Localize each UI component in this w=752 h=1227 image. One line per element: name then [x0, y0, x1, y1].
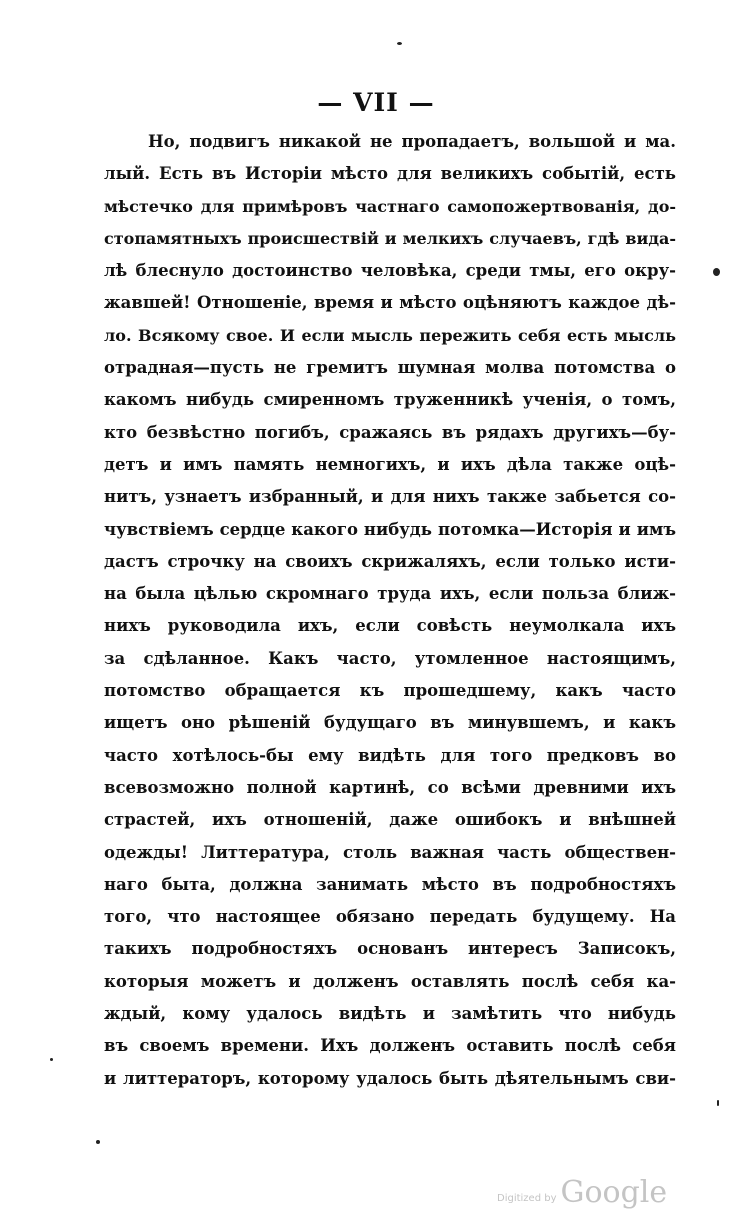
ink-speck: [397, 42, 402, 45]
watermark-prefix: Digitized by: [497, 1193, 557, 1204]
text-line: потомство обращается къ прошедшему, какъ часто: [104, 681, 676, 701]
text-line: детъ и имъ память немногихъ, и ихъ дѣла также оцѣ-: [104, 454, 676, 474]
text-line: которыя можетъ и долженъ оставлять послѣ себя ка-: [104, 971, 676, 991]
text-line: часто хотѣлось-бы ему видѣть для того предковъ во: [104, 745, 676, 765]
text-line: стопамятныхъ происшествій и мелкихъ случаевъ, гдѣ вида-: [104, 228, 676, 248]
text-line: того, что настоящее обязано передать будущему. На: [104, 907, 676, 927]
ink-speck: [717, 1100, 719, 1106]
text-line: кто безвѣстно погибъ, сражаясь въ рядахъ другихъ—бу-: [104, 422, 676, 442]
watermark-brand: Google: [560, 1175, 668, 1210]
text-line: какомъ нибудь смиренномъ труженникѣ ученія, о томъ,: [104, 390, 676, 410]
text-line: всевозможно полной картинѣ, со всѣми древними ихъ: [104, 777, 676, 797]
page-number: — VII —: [317, 88, 435, 117]
text-line: лѣ блеснуло достоинство человѣка, среди тмы, его окру-: [104, 261, 676, 281]
text-line: на была цѣлью скромнаго труда ихъ, если польза ближ-: [104, 584, 676, 604]
text-line: и литтераторъ, которому удалось быть дѣятельнымъ сви-: [104, 1068, 676, 1088]
text-line: лый. Есть въ Исторіи мѣсто для великихъ событій, есть: [104, 164, 676, 184]
ink-speck: [50, 1058, 53, 1061]
ink-speck: [713, 268, 720, 276]
text-line: дастъ строчку на своихъ скрижаляхъ, если только исти-: [104, 551, 676, 571]
text-line: жавшей! Отношеніе, время и мѣсто оцѣняютъ каждое дѣ-: [104, 293, 676, 313]
text-line: отрадная—пусть не гремитъ шумная молва потомства о: [104, 358, 676, 378]
text-line: въ своемъ времени. Ихъ долженъ оставить послѣ себя: [104, 1036, 676, 1056]
ink-speck: [96, 1140, 100, 1144]
text-line: нитъ, узнаетъ избранный, и для нихъ также забьется со-: [104, 487, 676, 507]
text-line: чувствіемъ сердце какого нибудь потомка—Исторія и имъ: [104, 519, 676, 539]
text-line: мѣстечко для примѣровъ частнаго самопожертвованія, до-: [104, 196, 676, 216]
text-line: Но, подвигъ никакой не пропадаетъ, вольшой и ма.: [148, 132, 676, 151]
text-line: одежды! Литтература, столь важная часть обществен-: [104, 842, 676, 862]
text-line: ищетъ оно рѣшеній будущаго въ минувшемъ, и какъ: [104, 713, 676, 733]
text-line: ждый, кому удалось видѣть и замѣтить что нибудь: [104, 1004, 676, 1024]
text-line: наго быта, должна занимать мѣсто въ подробностяхъ: [104, 874, 676, 894]
text-line: нихъ руководила ихъ, если совѣсть неумолкала ихъ: [104, 616, 676, 636]
text-line: ло. Всякому свое. И если мысль пережить себя есть мысль: [104, 325, 676, 345]
text-line: такихъ подробностяхъ основанъ интересъ Записокъ,: [104, 939, 676, 959]
text-line: страстей, ихъ отношеній, даже ошибокъ и внѣшней: [104, 810, 676, 830]
digitized-by-google-watermark: [497, 1170, 667, 1210]
body-text: [104, 126, 676, 1095]
text-line: за сдѣланное. Какъ часто, утомленное настоящимъ,: [104, 648, 676, 668]
